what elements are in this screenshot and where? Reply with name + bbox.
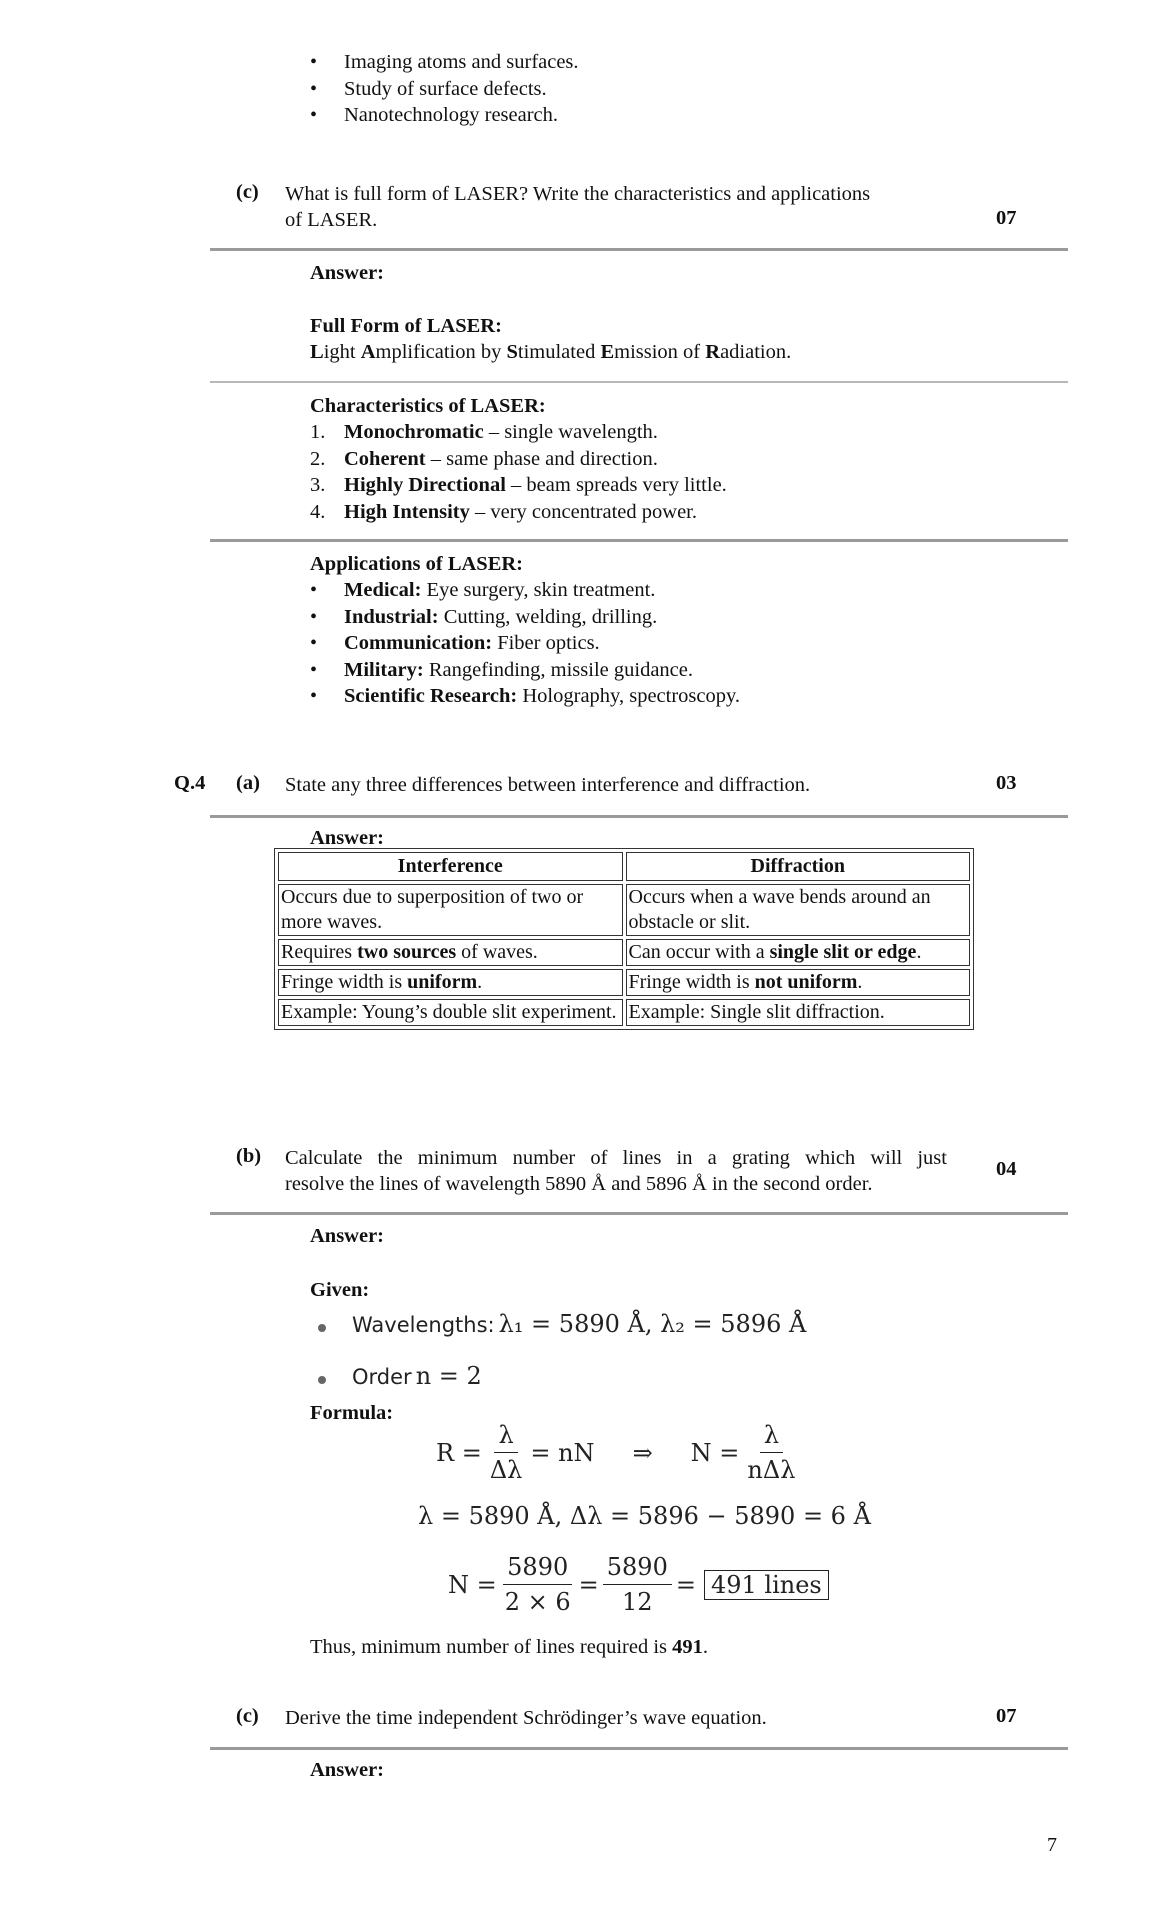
cell-text: Occurs when a wave bends around an obstacle or slit. <box>628 886 931 933</box>
description: – same phase and direction. <box>425 447 658 470</box>
table-cell <box>278 969 623 996</box>
question-text: Derive the time independent Schrödinger’s wave equation. <box>285 1707 767 1729</box>
description: Fiber optics. <box>492 632 600 654</box>
term: High Intensity <box>344 500 470 523</box>
acronym-letter: S <box>506 341 518 363</box>
acronym-letter: L <box>310 341 324 363</box>
list-item <box>310 630 740 657</box>
divider <box>210 815 1068 818</box>
term: Industrial: <box>344 605 439 628</box>
conclusion-text: Thus, minimum number of lines required is <box>310 1636 673 1658</box>
cell-emphasis: uniform <box>407 971 478 993</box>
cell-text: . <box>477 971 483 993</box>
acronym-letter: R <box>705 341 721 363</box>
answer-label: Answer: <box>310 1759 385 1781</box>
marks: 07 <box>996 207 1017 229</box>
formula-part: R = <box>436 1438 482 1467</box>
list-number: 4. <box>310 500 326 523</box>
list-item <box>310 683 740 710</box>
list-item <box>310 472 727 499</box>
description: – very concentrated power. <box>469 500 697 523</box>
bullet-icon <box>318 1324 326 1332</box>
description: – beam spreads very little. <box>505 474 727 496</box>
marks: 07 <box>996 1705 1017 1727</box>
applications-list <box>310 577 740 710</box>
formula-heading: Formula: <box>310 1402 394 1424</box>
question-number: Q.4 <box>174 772 206 794</box>
question-label: (b) <box>236 1145 262 1167</box>
full-form-text <box>310 339 791 365</box>
marks: 03 <box>996 772 1017 794</box>
given-label: Order <box>352 1365 412 1389</box>
list-item <box>310 657 740 684</box>
description: Holography, spectroscopy. <box>517 685 741 707</box>
question-text <box>285 181 870 233</box>
cell-emphasis: not uniform <box>754 971 858 993</box>
table-cell <box>278 939 623 966</box>
characteristics-list <box>310 419 727 525</box>
answer-label: Answer: <box>310 1225 385 1247</box>
conclusion <box>310 1634 708 1660</box>
cell-text: Fringe width is <box>628 971 755 993</box>
fraction <box>486 1420 527 1485</box>
cell-text: Example: Single slit diffraction. <box>628 1001 885 1023</box>
term: Military: <box>344 658 424 681</box>
table-cell <box>626 884 971 936</box>
table-row <box>278 999 970 1026</box>
applications-heading: Applications of LASER: <box>310 553 524 575</box>
question-label: (a) <box>236 772 260 794</box>
term: Highly Directional <box>344 474 506 496</box>
list-item <box>310 446 727 473</box>
term: Communication: <box>344 632 493 654</box>
formula-part: = <box>578 1570 599 1599</box>
description: Rangefinding, missile guidance. <box>423 658 693 681</box>
cell-text: . <box>916 941 922 963</box>
fraction <box>501 1552 575 1617</box>
question-label: (c) <box>236 1705 259 1727</box>
cell-text: Can occur with a <box>628 941 770 963</box>
column-header: Diffraction <box>626 852 971 881</box>
numerator: 5890 <box>603 1552 672 1585</box>
conclusion-value: 491 <box>672 1636 703 1658</box>
acronym-word: adiation. <box>720 341 792 363</box>
divider <box>210 381 1068 383</box>
cell-text: Occurs due to superposition of two or more waves. <box>281 886 584 933</box>
table-row <box>278 939 970 966</box>
acronym-word: ight <box>323 341 361 363</box>
divider <box>210 1212 1068 1215</box>
list-number: 3. <box>310 474 326 496</box>
answer-label: Answer: <box>310 262 385 284</box>
table-header-row <box>278 852 970 881</box>
list-item <box>310 499 727 526</box>
question-label: (c) <box>236 181 259 203</box>
given-math: n = 2 <box>415 1362 482 1390</box>
term: Coherent <box>344 447 426 470</box>
differences-table <box>274 848 974 1030</box>
formula-part: = <box>675 1570 696 1599</box>
list-item: • Nanotechnology research. <box>310 102 579 129</box>
divider <box>210 539 1068 542</box>
values-line: λ = 5890 Å, Δλ = 5896 − 5890 = 6 Å <box>418 1502 871 1530</box>
description: – single wavelength. <box>483 421 658 443</box>
table-row <box>278 884 970 936</box>
calculation <box>448 1552 829 1617</box>
acronym-letter: E <box>600 341 615 363</box>
question-line: What is full form of LASER? Write the characteristics and applications <box>285 183 871 205</box>
term: Medical: <box>344 579 422 601</box>
denominator: 12 <box>622 1588 653 1616</box>
description: Eye surgery, skin treatment. <box>421 579 656 601</box>
fraction <box>743 1420 799 1485</box>
list-item <box>310 577 740 604</box>
table-cell <box>626 939 971 966</box>
characteristics-heading: Characteristics of LASER: <box>310 395 546 417</box>
given-wavelengths <box>318 1310 806 1338</box>
acronym-word: mplification by <box>375 341 507 363</box>
conclusion-text: . <box>702 1636 708 1658</box>
description: Cutting, welding, drilling. <box>438 605 658 628</box>
list-number: 2. <box>310 447 326 470</box>
question-line: of LASER. <box>285 209 378 231</box>
question-line: Calculate the minimum number of lines in a grating which will just <box>285 1147 947 1169</box>
list-item <box>310 604 740 631</box>
cell-emphasis: single slit or edge <box>769 941 917 963</box>
formula-part: = nN <box>530 1438 595 1467</box>
fraction <box>603 1552 672 1617</box>
formula-part: N = <box>690 1438 740 1467</box>
formula-part: N = <box>448 1570 497 1599</box>
given-math: λ₁ = 5890 Å, λ₂ = 5896 Å <box>498 1310 807 1338</box>
table-cell <box>626 969 971 996</box>
given-order <box>318 1362 482 1390</box>
boxed-result: 491 lines <box>704 1570 829 1600</box>
question-text: State any three differences between interference and diffraction. <box>285 774 811 796</box>
implies-arrow: ⇒ <box>632 1438 653 1467</box>
acronym-word: timulated <box>517 341 601 363</box>
list-item <box>310 419 727 446</box>
numerator: 5890 <box>503 1552 572 1585</box>
full-form-heading: Full Form of LASER: <box>310 315 502 337</box>
table-cell <box>626 999 971 1026</box>
cell-text: Fringe width is <box>281 971 408 993</box>
cell-text: Example: Young’s double slit experiment. <box>281 1001 617 1023</box>
acronym-letter: A <box>360 341 376 363</box>
term: Monochromatic <box>344 421 484 443</box>
marks: 04 <box>996 1158 1017 1180</box>
table-cell <box>278 999 623 1026</box>
numerator: λ <box>760 1420 783 1453</box>
term: Scientific Research: <box>344 685 518 707</box>
list-item: • Study of surface defects. <box>310 76 579 103</box>
given-heading: Given: <box>310 1279 370 1301</box>
cell-text: . <box>857 971 863 993</box>
acronym-word: mission of <box>614 341 706 363</box>
table-cell <box>278 884 623 936</box>
question-line: resolve the lines of wavelength 5890 Å and 5896 Å in the second order. <box>285 1173 873 1195</box>
page-number: 7 <box>1047 1834 1057 1856</box>
bullet-icon <box>318 1376 326 1384</box>
list-number: 1. <box>310 421 326 443</box>
denominator: 2 × 6 <box>504 1588 571 1616</box>
answer-label: Answer: <box>310 827 385 849</box>
denominator: Δλ <box>489 1456 523 1484</box>
cell-text: of waves. <box>456 941 538 963</box>
resolving-power-formula <box>436 1420 803 1485</box>
numerator: λ <box>494 1420 517 1453</box>
denominator: nΔλ <box>747 1456 796 1484</box>
top-bullet-list <box>310 49 579 129</box>
given-label: Wavelengths: <box>352 1313 495 1337</box>
divider <box>210 1747 1068 1750</box>
table-row <box>278 969 970 996</box>
column-header: Interference <box>278 852 623 881</box>
cell-emphasis: two sources <box>357 941 457 963</box>
question-text <box>285 1145 947 1197</box>
cell-text: Requires <box>281 941 358 963</box>
divider <box>210 248 1068 251</box>
list-item: • Imaging atoms and surfaces. <box>310 49 579 76</box>
